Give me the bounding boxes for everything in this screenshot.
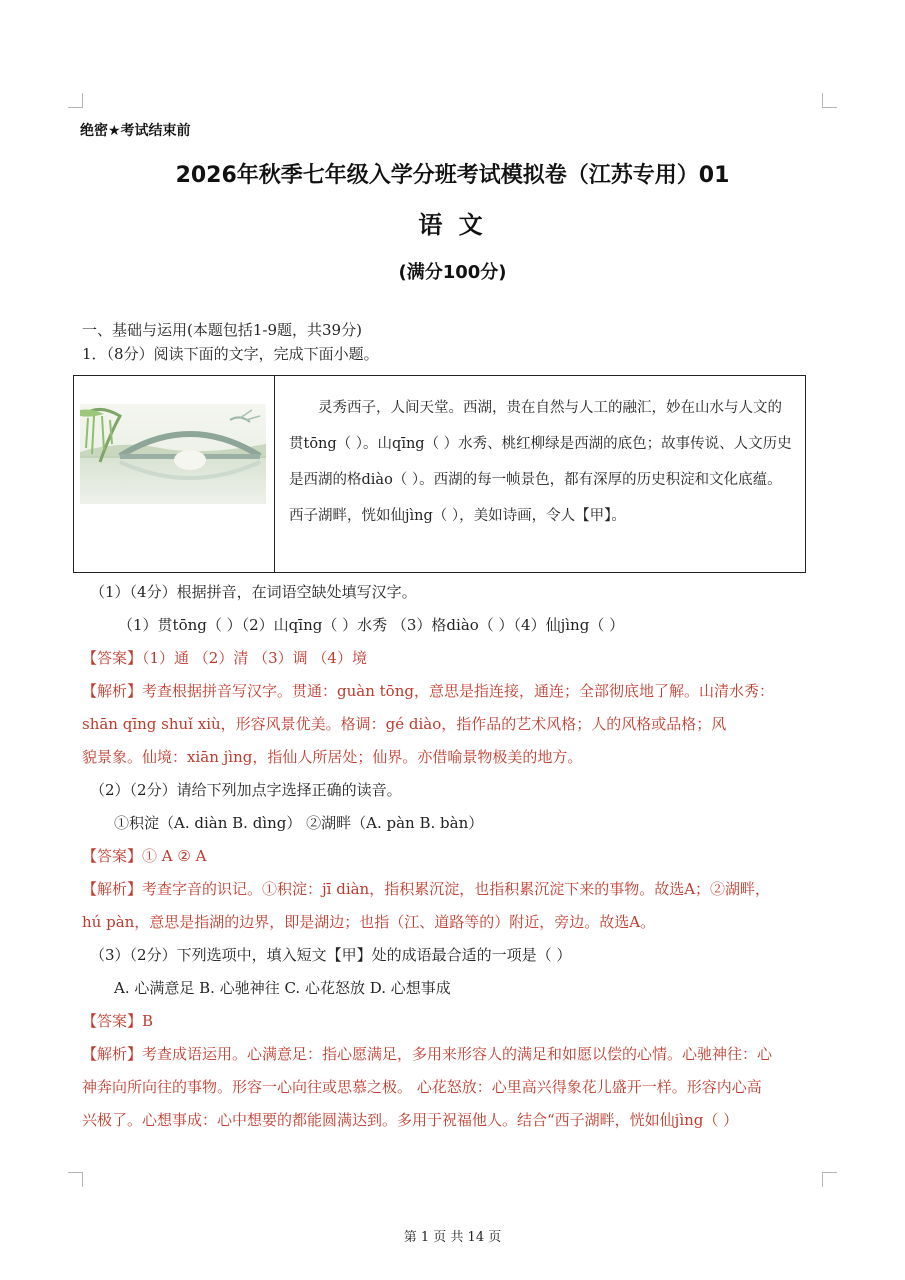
answer-line: 【答案】① A ② A <box>82 847 207 865</box>
crop-mark-bottom-left <box>68 1172 83 1187</box>
exam-title: 2026年秋季七年级入学分班考试模拟卷（江苏专用）01 <box>175 163 730 188</box>
answer-line: 【答案】B <box>82 1012 154 1030</box>
crop-mark-bottom-right <box>822 1172 837 1187</box>
west-lake-illustration <box>74 376 275 572</box>
question-1-prompt: 1．（8分）阅读下面的文字，完成下面小题。 <box>82 345 379 363</box>
full-score: (满分100分) <box>398 262 507 283</box>
passage-box <box>73 375 806 573</box>
subject-title: 语 文 <box>418 211 487 239</box>
answer-line: 【答案】（1）通 （2）清 （3）调 （4）境 <box>82 649 367 667</box>
question-line: （2）（2分）请给下列加点字选择正确的读音。 <box>90 781 402 799</box>
answer-line: shān qīng shuǐ xiù，形容风景优美。格调：gé diào，指作品的艺术风格；人的风格或品格；风 <box>82 715 727 733</box>
crop-mark-top-right <box>822 93 837 108</box>
answer-line: 貌景象。仙境：xiān jìng，指仙人所居处；仙界。亦借喻景物极美的地方。 <box>82 748 583 766</box>
answer-line: 神奔向所向往的事物。形容一心向往或思慕之极。 心花怒放：心里高兴得象花儿盛开一样。形容内心高 <box>82 1078 762 1096</box>
question-line: （1）（4分）根据拼音，在词语空缺处填写汉字。 <box>90 583 417 601</box>
page-footer: 第 1 页 共 14 页 <box>403 1230 502 1245</box>
passage-text: 灵秀西子，人间天堂。西湖，贵在自然与人工的融汇，妙在山水与人文的贯tōng（ ）。山qīng（ ）水秀、桃红柳绿是西湖的底色；故事传说、人文历史是西湖的格diào（ ）。西湖的每一帧景色，都有深厚的历史积淀和文化底蕴。西子湖畔，恍如仙jìng（ ），美如诗画，令人【甲】。 <box>289 400 792 524</box>
section-heading: 一、基础与运用(本题包括1-9题，共39分) <box>82 321 362 339</box>
question-line: ①积淀（A. diàn B. dìng） ②湖畔（A. pàn B. bàn） <box>114 814 484 832</box>
answer-line: 【解析】考查根据拼音写汉字。贯通：guàn tōng，意思是指连接，通连；全部彻底地了解。山清水秀： <box>82 682 774 700</box>
question-line: （1）贯tōng（ ）（2）山qīng（ ）水秀 （3）格diào（ ）（4）仙jìng（ ） <box>118 616 625 634</box>
answer-line: hú pàn，意思是指湖的边界，即是湖边；也指（江、道路等的）附近，旁边。故选A。 <box>82 913 656 931</box>
question-line: （3）（2分）下列选项中，填入短文【甲】处的成语最合适的一项是（ ） <box>90 946 572 964</box>
secret-label: 绝密★考试结束前 <box>80 123 191 139</box>
crop-mark-top-left <box>68 93 83 108</box>
answer-line: 【解析】考查字音的识记。①积淀：jī diàn，指积累沉淀，也指积累沉淀下来的事物。故选A；②湖畔， <box>82 880 771 898</box>
answer-line: 兴极了。心想事成：心中想要的都能圆满达到。多用于祝福他人。结合“西子湖畔，恍如仙jìng（ ） <box>82 1111 739 1129</box>
bridge-landscape-icon <box>80 404 266 504</box>
question-line: A. 心满意足 B. 心驰神往 C. 心花怒放 D. 心想事成 <box>114 979 451 997</box>
answer-line: 【解析】考查成语运用。心满意足：指心愿满足，多用来形容人的满足和如愿以偿的心情。心驰神往：心 <box>82 1045 773 1063</box>
